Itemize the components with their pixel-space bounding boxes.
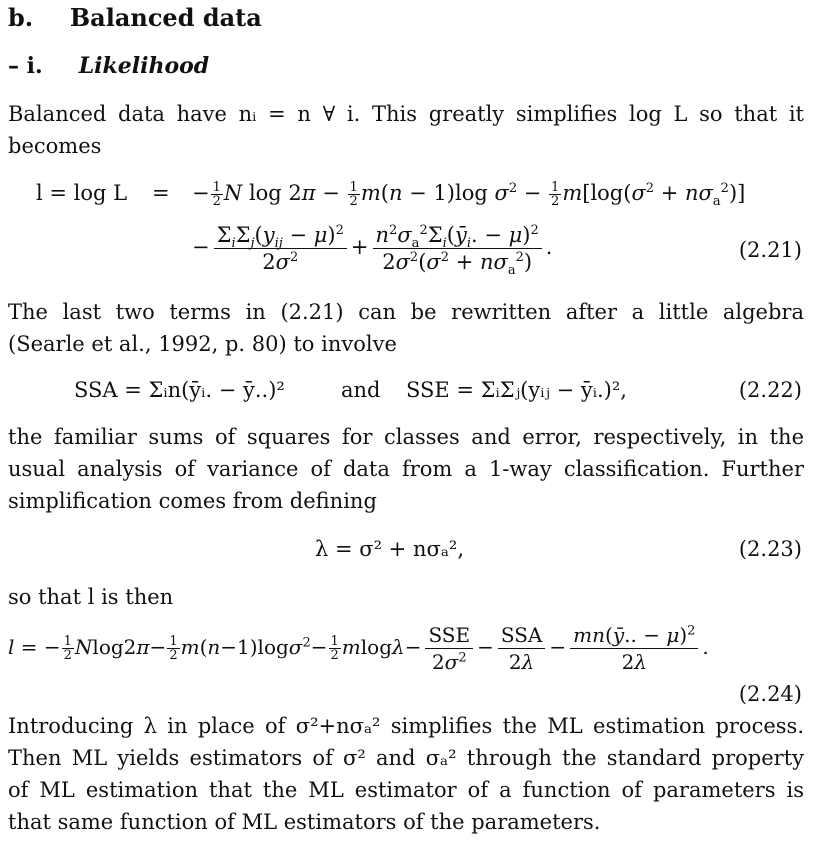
eq224-number: (2.24) xyxy=(738,682,802,706)
eq222-ssa: SSA = Σᵢn(ȳᵢ. − ȳ..)² xyxy=(74,378,285,402)
para1-line1: Balanced data have nᵢ = n ∀ i. This greatly simplifies log L so that it xyxy=(8,102,804,126)
para2-line1: The last two terms in (2.21) can be rewritten after a little algebra xyxy=(8,300,804,324)
para3-line1: the familiar sums of squares for classes and error, respectively, in the xyxy=(8,425,804,449)
para4-line1: so that l is then xyxy=(8,585,174,609)
eq222-sse: SSE = ΣᵢΣⱼ(yᵢⱼ − ȳᵢ.)², xyxy=(406,378,627,402)
subsection-marker: – i. xyxy=(8,53,43,79)
eq222-number: (2.22) xyxy=(738,378,802,402)
eq221-number: (2.21) xyxy=(738,238,802,262)
eq223-text: λ = σ² + nσₐ², xyxy=(315,537,465,561)
section-letter: b. xyxy=(8,3,34,32)
para5-line3: of ML estimation that the ML estimator of a function of parameters is xyxy=(8,778,804,802)
eq221-eqsign: = xyxy=(152,181,170,205)
para5-line1: Introducing λ in place of σ²+nσₐ² simplifies the ML estimation process. xyxy=(8,714,804,738)
section-title: Balanced data xyxy=(69,3,262,32)
eq222-and: and xyxy=(341,378,381,402)
para2-line2: (Searle et al., 1992, p. 80) to involve xyxy=(8,332,397,356)
eq223-number: (2.23) xyxy=(738,537,802,561)
section-heading xyxy=(8,2,804,34)
eq221-lhs-text: l = log L xyxy=(36,181,128,205)
para3-line3: simplification comes from defining xyxy=(8,489,377,513)
subsection-heading xyxy=(8,50,804,83)
para5-line4: that same function of ML estimators of the parameters. xyxy=(8,810,601,834)
eq221-line2: − $\frac{\Sigma_i\Sigma_j(y_{ij} - \mu)^2}{2\sigma^2}$ + $\frac{n^2\sigma_a^2\Sigma_i(ȳ_i. - \mu)^2}{2\sigma^2(\sigma^2 + n\sigma_a^2)}$ . xyxy=(192,223,553,279)
subsection-title: Likelihood xyxy=(78,53,210,79)
para5-line2: Then ML yields estimators of σ² and σₐ² through the standard property xyxy=(8,746,804,770)
eq224-body: l = − $\frac{1}{2}$ Nlog2π− $\frac{1}{2}$ m(n−1)logσ$^2$− $\frac{1}{2}$ mlogλ− $\frac{\text{SSE}}{2\sigma^2}$ − $\frac{\text{SSA}}{2\lambda}$ − $\frac{mn(ȳ.. - \mu)^2}{2\lambda}$ . xyxy=(8,623,709,674)
eq221-lhs xyxy=(36,177,127,209)
para3-line2: usual analysis of variance of data from a 1-way classification. Further xyxy=(8,457,804,481)
eq221-line1: − $\frac{1}{2}$ N log 2π − $\frac{1}{2}$ m(n − 1)log $\sigma^2$ − $\frac{1}{2}$ $m[\log(\sigma^2 + n\sigma_a^2)]$ xyxy=(192,180,746,210)
para1-line2: becomes xyxy=(8,134,102,158)
